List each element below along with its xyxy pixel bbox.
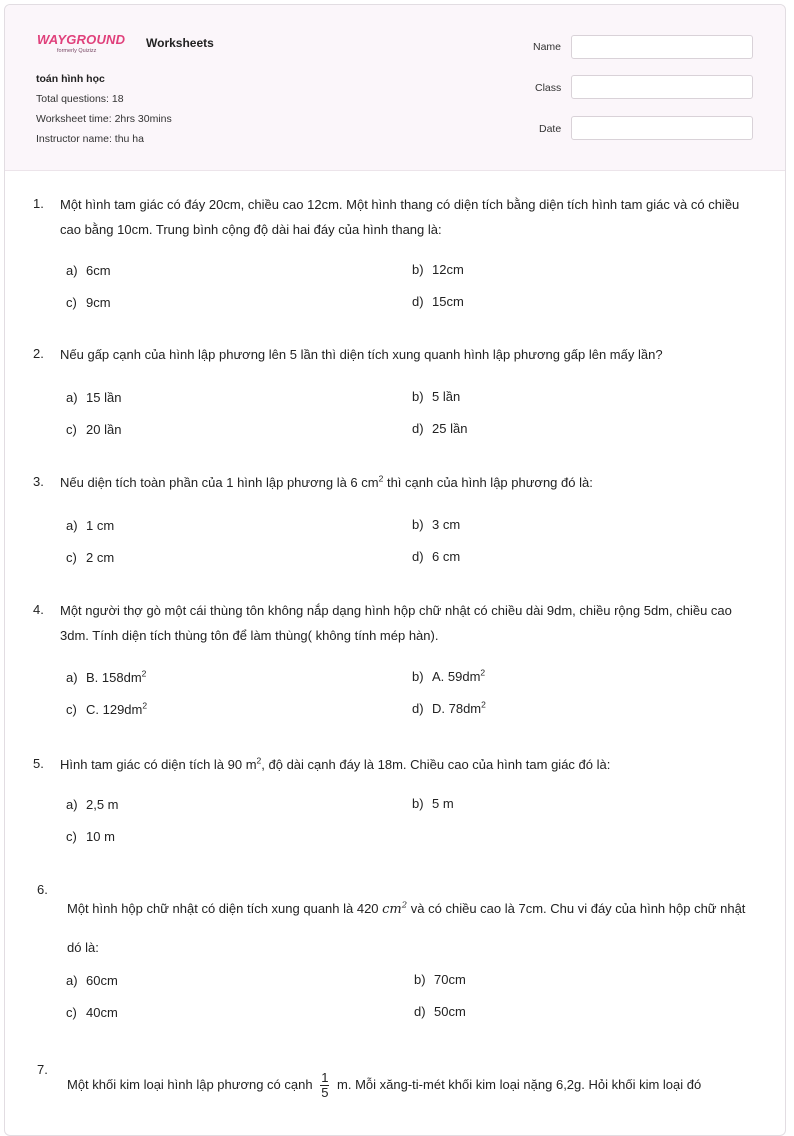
worksheet-header bbox=[5, 5, 785, 171]
total-questions: Total questions: 18 bbox=[36, 93, 124, 105]
worksheets-title: Worksheets bbox=[146, 36, 214, 50]
option-b[interactable]: b) 5 lần bbox=[412, 389, 461, 404]
option-a[interactable]: a) 60cm bbox=[66, 973, 118, 988]
option-b[interactable]: b) 12cm bbox=[412, 262, 464, 277]
question-number: 4. bbox=[33, 602, 44, 617]
question-text: Nếu diện tích toàn phần của 1 hình lập phương là 6 $cm^2$ thì cạnh của hình lập phương đó là: bbox=[60, 473, 593, 490]
option-d[interactable]: d) D. $78dm^2$ bbox=[412, 699, 486, 716]
option-d[interactable]: d) 15cm bbox=[412, 294, 464, 309]
option-b[interactable]: b) A. $59dm^2$ bbox=[412, 667, 486, 684]
question-number: 1. bbox=[33, 196, 44, 211]
option-c[interactable]: c) 2 cm bbox=[66, 550, 115, 565]
question-text: Một người thợ gò một cái thùng tôn không nắp dạng hình hộp chữ nhật có chiều dài 9dm, chiều rộng 5dm, chiều cao 3dm. Tính diện tích thùng tôn để làm thùng( không tính mép hàn). bbox=[60, 603, 732, 643]
question-number: 2. bbox=[33, 346, 44, 361]
option-c[interactable]: c) 20 lần bbox=[66, 422, 122, 437]
question-text: Một khối kim loại hình lập phương có cạnh $\frac{1}{5}$ m. Mỗi xăng-ti-mét khối kim loại nặng 6,2g. Hỏi khối kim loại đó bbox=[67, 1070, 702, 1101]
fraction: $\frac{1}{5}$ bbox=[321, 1070, 329, 1101]
logo-subtitle: formerly Quizizz bbox=[57, 48, 97, 54]
option-b[interactable]: b) 3 cm bbox=[412, 517, 461, 532]
logo-text: WAYGROUND bbox=[37, 32, 126, 47]
instructor-name: Instructor name: thu ha bbox=[36, 133, 144, 145]
question-text: Một hình hộp chữ nhật có diện tích xung quanh là 420 $cm^2$ và có chiều cao là 7cm. Chu vi đáy của hình hộp chữ nhật dó là: bbox=[67, 900, 746, 955]
option-c[interactable]: c) 10 m bbox=[66, 829, 115, 844]
option-c[interactable]: c) 9cm bbox=[66, 295, 111, 310]
option-d[interactable]: d) 25 lần bbox=[412, 421, 468, 436]
option-c[interactable]: c) C. $129dm^2$ bbox=[66, 700, 148, 717]
class-field[interactable] bbox=[571, 75, 753, 99]
question-number: 7. bbox=[37, 1062, 48, 1077]
option-a[interactable]: a) 6cm bbox=[66, 263, 111, 278]
option-a[interactable]: a) 15 lần bbox=[66, 390, 122, 405]
worksheet-time: Worksheet time: 2hrs 30mins bbox=[36, 113, 172, 125]
worksheet-name: toán hình học bbox=[36, 73, 105, 85]
name-label: Name bbox=[533, 41, 562, 53]
name-field[interactable] bbox=[571, 35, 753, 59]
option-a[interactable]: a) B. $158dm^2$ bbox=[66, 668, 147, 685]
option-a[interactable]: a) 1 cm bbox=[66, 518, 115, 533]
question-text: Nếu gấp cạnh của hình lập phương lên 5 lần thì diện tích xung quanh hình lập phương gấp lên mấy lần? bbox=[60, 347, 663, 362]
date-field[interactable] bbox=[571, 116, 753, 140]
option-d[interactable]: d) 6 cm bbox=[412, 549, 461, 564]
date-label: Date bbox=[539, 123, 562, 135]
option-b[interactable]: b) 5 m bbox=[412, 796, 454, 811]
question-text: Hình tam giác có diện tích là 90 $m^2$, độ dài cạnh đáy là 18m. Chiều cao của hình tam giác đó là: bbox=[60, 755, 611, 772]
question-number: 6. bbox=[37, 882, 48, 897]
option-b[interactable]: b) 70cm bbox=[414, 972, 466, 987]
question-number: 5. bbox=[33, 756, 44, 771]
question-number: 3. bbox=[33, 474, 44, 489]
option-a[interactable]: a) 2,5 m bbox=[66, 797, 119, 812]
option-d[interactable]: d) 50cm bbox=[414, 1004, 466, 1019]
question-text: Một hình tam giác có đáy 20cm, chiều cao 12cm. Một hình thang có diện tích bằng diện tích hình tam giác và có chiều cao bằng 10cm. Trung bình cộng độ dài hai đáy của hình thang là: bbox=[60, 197, 740, 237]
option-c[interactable]: c) 40cm bbox=[66, 1005, 118, 1020]
class-label: Class bbox=[535, 82, 562, 94]
wayground-logo bbox=[37, 31, 125, 54]
